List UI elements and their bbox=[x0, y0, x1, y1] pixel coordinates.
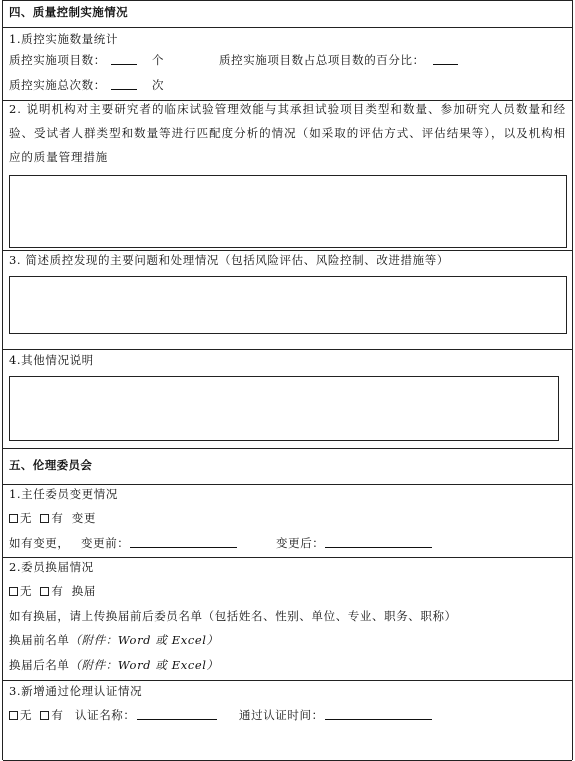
section4-q2 bbox=[3, 101, 572, 251]
s5q3-yes-label: 有 bbox=[51, 708, 64, 722]
s5q2-after-row bbox=[9, 658, 219, 672]
items-count-field[interactable] bbox=[111, 53, 137, 65]
report-form bbox=[2, 0, 573, 760]
section5-q2 bbox=[3, 558, 572, 681]
section4-q3 bbox=[3, 251, 572, 350]
s5q2-instruction: 如有换届，请上传换届前后委员名单（包括姓名、性别、单位、专业、职务、职称） bbox=[9, 609, 457, 623]
s5q3-cert-time-field[interactable] bbox=[325, 708, 432, 720]
q4-answer-box[interactable] bbox=[9, 376, 559, 441]
q2-answer-box[interactable] bbox=[9, 175, 567, 248]
s5q1-options bbox=[9, 511, 96, 525]
s5q2-after-attach: （附件：Word 或 Excel） bbox=[69, 658, 219, 672]
s5q1-before-label: 变更前： bbox=[81, 536, 130, 550]
section4-title: 四、质量控制实施情况 bbox=[9, 5, 128, 19]
q2-label: 2. 说明机构对主要研究者的临床试验管理效能与其承担试验项目类型和数量、参加研究人员数量和经验、受试者人群类型和数量等进行匹配度分析的情况（如采取的评估方式、评估结果等），以及机构相应的质量管理措施 bbox=[9, 102, 566, 164]
s5q2-before-list[interactable]: 换届前名单 bbox=[9, 633, 70, 647]
s5q1-no-checkbox[interactable] bbox=[9, 514, 18, 523]
q3-answer-box[interactable] bbox=[9, 276, 567, 334]
s5q3-options bbox=[9, 708, 63, 722]
s5q1-after-field[interactable] bbox=[325, 536, 432, 548]
s5q1-after-label: 变更后： bbox=[276, 536, 325, 550]
s5q3-cert-name-field[interactable] bbox=[137, 708, 217, 720]
s5q1-yes-checkbox[interactable] bbox=[40, 514, 49, 523]
s5q1-before-field[interactable] bbox=[130, 536, 237, 548]
section4-q1 bbox=[3, 28, 572, 101]
s5q1-if-changed: 如有变更， bbox=[9, 536, 70, 550]
q4-label: 4.其他情况说明 bbox=[9, 353, 94, 367]
times-label: 质控实施总次数： bbox=[9, 78, 106, 92]
s5q2-after-list[interactable]: 换届后名单 bbox=[9, 658, 70, 672]
s5q2-before-attach: （附件：Word 或 Excel） bbox=[69, 633, 219, 647]
s5q3-no-checkbox[interactable] bbox=[9, 711, 18, 720]
s5q2-no-label: 无 bbox=[20, 584, 33, 598]
items-count-unit: 个 bbox=[152, 53, 165, 67]
s5q2-yes-label: 有 bbox=[51, 584, 64, 598]
s5q1-no-label: 无 bbox=[20, 511, 33, 525]
section5-q1 bbox=[3, 485, 572, 558]
s5q1-yes-label: 有 bbox=[51, 511, 64, 525]
section5-q3 bbox=[3, 681, 572, 761]
items-count-label: 质控实施项目数： bbox=[9, 53, 106, 67]
percent-field[interactable] bbox=[433, 53, 458, 65]
s5q2-before-row bbox=[9, 633, 219, 647]
times-field[interactable] bbox=[111, 78, 137, 90]
times-unit: 次 bbox=[152, 78, 165, 92]
s5q3-label: 3.新增通过伦理认证情况 bbox=[9, 684, 143, 698]
s5q2-label: 2.委员换届情况 bbox=[9, 560, 94, 574]
s5q2-no-checkbox[interactable] bbox=[9, 587, 18, 596]
s5q2-suffix: 换届 bbox=[71, 584, 96, 598]
s5q3-cert-name-label: 认证名称： bbox=[75, 708, 136, 722]
s5q2-yes-checkbox[interactable] bbox=[40, 587, 49, 596]
section4-header bbox=[3, 1, 572, 28]
section5-title: 五、伦理委员会 bbox=[9, 458, 93, 472]
s5q3-cert-time-label: 通过认证时间： bbox=[239, 708, 324, 722]
section4-q4 bbox=[3, 350, 572, 449]
s5q3-no-label: 无 bbox=[20, 708, 33, 722]
s5q1-suffix: 变更 bbox=[71, 511, 96, 525]
q1-label: 1.质控实施数量统计 bbox=[9, 32, 118, 46]
q3-label: 3. 简述质控发现的主要问题和处理情况（包括风险评估、风险控制、改进措施等） bbox=[9, 253, 449, 267]
percent-label: 质控实施项目数占总项目数的百分比： bbox=[219, 53, 425, 67]
section5-header bbox=[3, 449, 572, 485]
s5q3-yes-checkbox[interactable] bbox=[40, 711, 49, 720]
s5q1-label: 1.主任委员变更情况 bbox=[9, 487, 118, 501]
s5q2-options bbox=[9, 584, 96, 598]
